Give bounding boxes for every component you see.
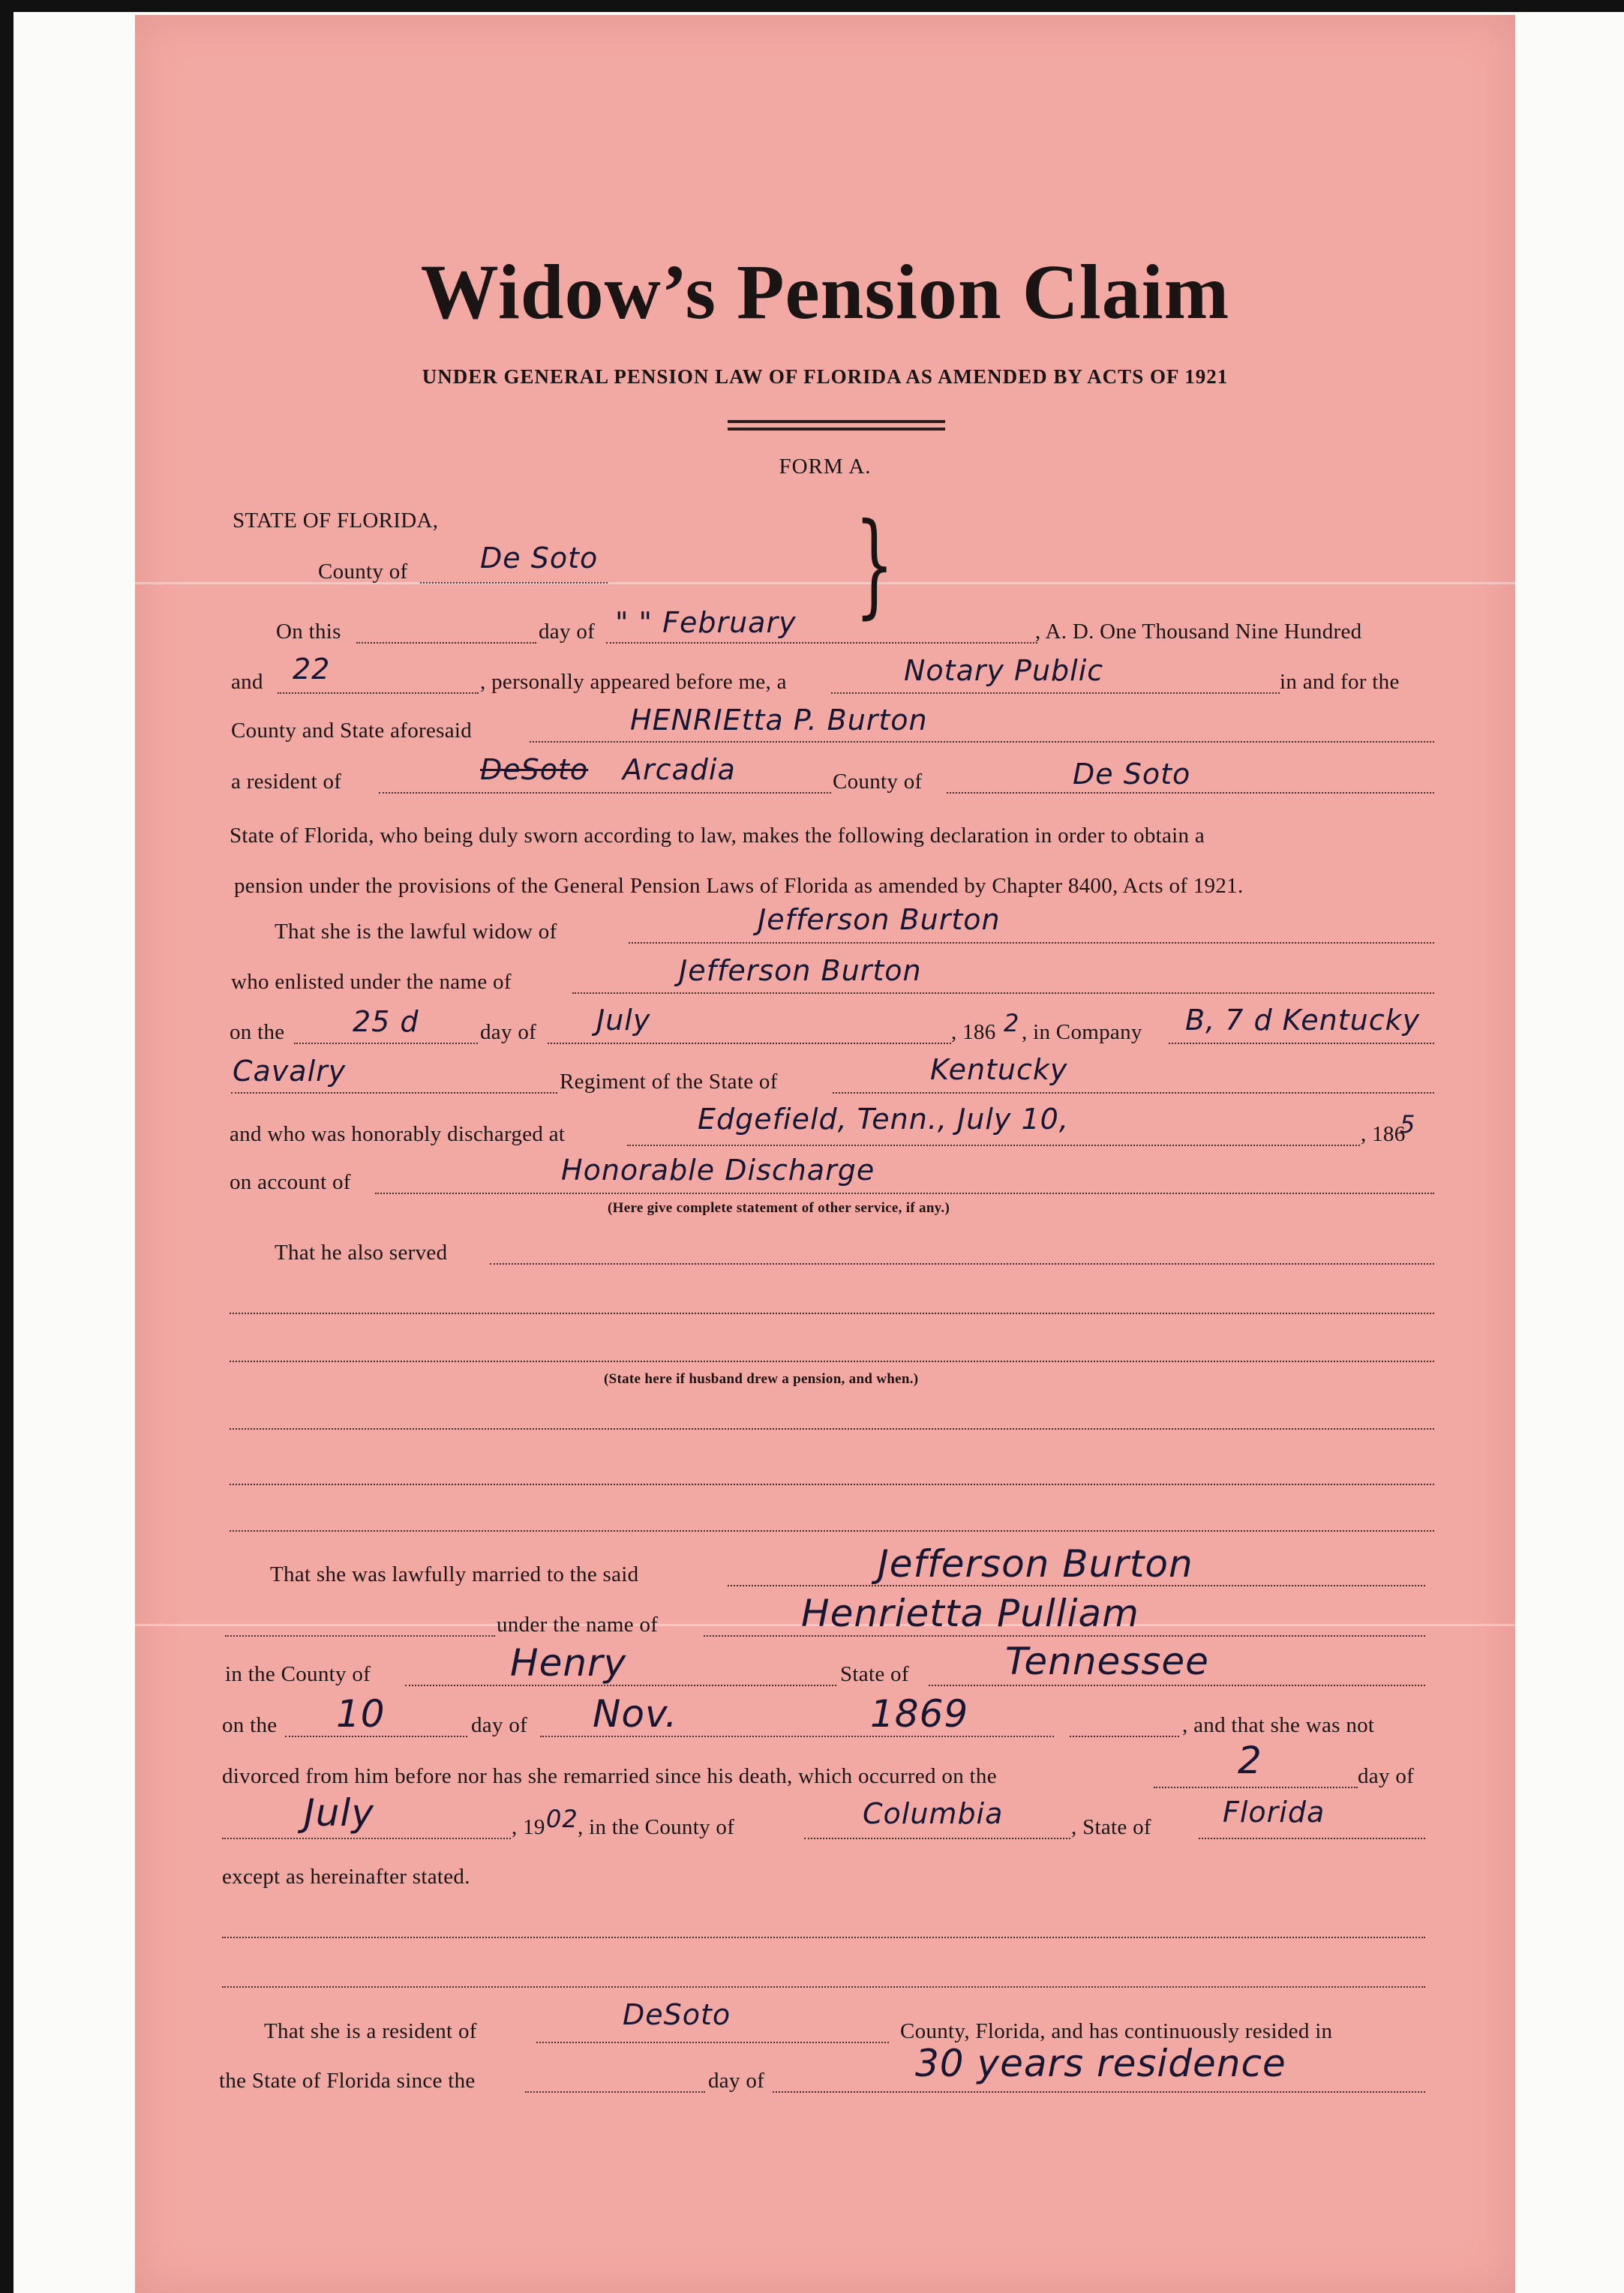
account-value: Honorable Discharge bbox=[561, 1154, 875, 1187]
state-heading: STATE OF FLORIDA, bbox=[233, 509, 439, 533]
widow-of-text: That she is the lawful widow of bbox=[275, 920, 557, 944]
blank-line bbox=[230, 1361, 1434, 1362]
enlist-year-digit: 2 bbox=[1004, 1009, 1020, 1037]
marriage-month: Nov. bbox=[593, 1692, 678, 1736]
discharge-year-digit: 5 bbox=[1400, 1110, 1416, 1139]
marriage-day: 10 bbox=[336, 1692, 386, 1736]
service-note: (Here give complete statement of other service, if any.) bbox=[608, 1200, 950, 1216]
state-of-text: , State of bbox=[1071, 1815, 1151, 1839]
form-label: FORM A. bbox=[779, 455, 872, 479]
blank-line bbox=[285, 1736, 467, 1737]
state-value: Kentucky bbox=[930, 1053, 1068, 1086]
marriage-state: Tennessee bbox=[1005, 1640, 1209, 1683]
blank-line bbox=[231, 1092, 557, 1094]
claimant-name: HENRIEtta P. Burton bbox=[630, 704, 928, 737]
husband-name: Jefferson Burton bbox=[878, 1542, 1193, 1586]
title-rule bbox=[728, 428, 945, 431]
discharged-text: and who was honorably discharged at bbox=[230, 1122, 566, 1146]
blank-line bbox=[1199, 1838, 1425, 1839]
blank-line bbox=[278, 692, 479, 694]
document-title: Widow’s Pension Claim bbox=[420, 249, 1230, 335]
day-of-text: day of bbox=[471, 1713, 528, 1737]
year-suffix: , 186 bbox=[1361, 1122, 1406, 1146]
resident-text: That she is a resident of bbox=[264, 2019, 477, 2043]
enlist-month: July bbox=[596, 1004, 651, 1037]
in-county-of-text: , in the County of bbox=[578, 1815, 735, 1839]
venue-brace: } bbox=[854, 500, 894, 630]
resident-of-text: a resident of bbox=[231, 770, 342, 794]
blank-line bbox=[530, 741, 1434, 743]
scan-left-border bbox=[0, 0, 14, 2293]
regiment-text: Regiment of the State of bbox=[560, 1070, 778, 1094]
in-county-text: in the County of bbox=[225, 1662, 371, 1686]
blank-line bbox=[375, 1193, 1434, 1194]
personally-text: , personally appeared before me, a bbox=[480, 670, 787, 694]
maiden-name: Henrietta Pulliam bbox=[801, 1592, 1139, 1635]
blank-line bbox=[1070, 1736, 1179, 1737]
declaration-line-2: pension under the provisions of the General Pension Laws of Florida as amended by Chapter 8400, Acts of 1921. bbox=[234, 874, 1244, 898]
blank-line bbox=[929, 1685, 1425, 1686]
on-this-label: On this bbox=[276, 620, 341, 644]
regiment-value: Cavalry bbox=[233, 1055, 347, 1088]
year-prefix: , 186 bbox=[951, 1020, 996, 1044]
pension-note: (State here if husband drew a pension, and when.) bbox=[604, 1371, 919, 1387]
death-year: 02 bbox=[546, 1805, 578, 1833]
on-the-text: on the bbox=[222, 1713, 278, 1737]
blank-line bbox=[947, 792, 1434, 794]
county-value: De Soto bbox=[480, 542, 599, 575]
since-value: 30 years residence bbox=[915, 2042, 1286, 2085]
blank-line bbox=[540, 1736, 1054, 1737]
except-text: except as hereinafter stated. bbox=[222, 1865, 470, 1889]
title-rule bbox=[728, 420, 945, 423]
official-value: Notary Public bbox=[904, 654, 1104, 687]
day-of-text: day of bbox=[708, 2069, 765, 2093]
residence-value: Arcadia bbox=[623, 753, 736, 786]
blank-line bbox=[1169, 1043, 1434, 1044]
blank-line bbox=[222, 1937, 1425, 1938]
blank-line bbox=[222, 1838, 511, 1839]
account-text: on account of bbox=[230, 1170, 351, 1194]
company-text: , in Company bbox=[1022, 1020, 1142, 1044]
blank-line bbox=[230, 1530, 1434, 1532]
blank-line bbox=[572, 992, 1434, 994]
blank-line bbox=[1154, 1787, 1358, 1788]
residence-struck: DeSoto bbox=[480, 753, 589, 786]
day-of-text: day of bbox=[480, 1020, 537, 1044]
marriage-year: 1869 bbox=[870, 1692, 969, 1736]
blank-line bbox=[356, 642, 536, 644]
and-label: and bbox=[231, 670, 263, 694]
blank-line bbox=[704, 1635, 1425, 1637]
year-text: , 19 bbox=[512, 1815, 545, 1839]
document-subtitle: UNDER GENERAL PENSION LAW OF FLORIDA AS AMENDED BY ACTS OF 1921 bbox=[422, 365, 1229, 388]
scan-top-border bbox=[0, 0, 1624, 12]
blank-line bbox=[379, 792, 831, 794]
enlist-day: 25 d bbox=[353, 1005, 419, 1038]
day-of-text: day of bbox=[1358, 1764, 1415, 1788]
blank-line bbox=[627, 1145, 1360, 1146]
blank-line bbox=[225, 1635, 495, 1637]
blank-line bbox=[606, 642, 1037, 644]
blank-line bbox=[230, 1313, 1434, 1314]
death-county: Columbia bbox=[863, 1797, 1004, 1830]
death-month: July bbox=[304, 1791, 374, 1835]
county-of-text: County of bbox=[833, 770, 923, 794]
declaration-line-1: State of Florida, who being duly sworn according to law, makes the following declaration in order to obtain a bbox=[230, 824, 1205, 848]
blank-line bbox=[525, 2091, 705, 2093]
ad-text: , A. D. One Thousand Nine Hundred bbox=[1035, 620, 1362, 644]
not-divorced-text: , and that she was not bbox=[1182, 1713, 1375, 1737]
married-text: That she was lawfully married to the said bbox=[270, 1562, 639, 1586]
blank-line bbox=[833, 1092, 1434, 1094]
on-the-text: on the bbox=[230, 1020, 285, 1044]
blank-line bbox=[536, 2042, 889, 2043]
blank-line bbox=[629, 942, 1434, 944]
county-label: County of bbox=[318, 560, 408, 584]
discharge-value: Edgefield, Tenn., July 10, bbox=[698, 1103, 1069, 1136]
blank-line bbox=[405, 1685, 836, 1686]
state-of-text: State of bbox=[840, 1662, 909, 1686]
blank-line bbox=[294, 1043, 478, 1044]
also-served-text: That he also served bbox=[275, 1241, 448, 1265]
blank-line bbox=[804, 1838, 1070, 1839]
blank-line bbox=[773, 2091, 1425, 2093]
company-value: B, 7 d Kentucky bbox=[1185, 1004, 1421, 1037]
blank-line bbox=[548, 1043, 951, 1044]
widow-value: Jefferson Burton bbox=[758, 903, 1001, 936]
day-value: " " February bbox=[615, 606, 797, 639]
in-and-for-text: in and for the bbox=[1280, 670, 1400, 694]
resident-value: DeSoto bbox=[623, 1998, 731, 2031]
blank-line bbox=[831, 692, 1280, 694]
enlisted-value: Jefferson Burton bbox=[679, 954, 922, 987]
blank-line bbox=[222, 1986, 1425, 1988]
county-state-text: County and State aforesaid bbox=[231, 719, 473, 743]
death-state: Florida bbox=[1223, 1796, 1325, 1829]
death-day: 2 bbox=[1238, 1739, 1262, 1782]
county-florida-text: County, Florida, and has continuously resided in bbox=[900, 2019, 1333, 2043]
enlisted-text: who enlisted under the name of bbox=[231, 970, 512, 994]
county2-value: De Soto bbox=[1073, 758, 1191, 791]
marriage-county: Henry bbox=[510, 1641, 627, 1685]
since-text: the State of Florida since the bbox=[219, 2069, 476, 2093]
under-name-text: under the name of bbox=[497, 1613, 659, 1637]
divorced-text: divorced from him before nor has she remarried since his death, which occurred on the bbox=[222, 1764, 997, 1788]
blank-line bbox=[230, 1484, 1434, 1485]
county-line bbox=[420, 582, 608, 584]
blank-line bbox=[490, 1263, 1434, 1265]
year-value: 22 bbox=[293, 653, 331, 686]
day-of-label: day of bbox=[539, 620, 596, 644]
blank-line bbox=[230, 1428, 1434, 1430]
